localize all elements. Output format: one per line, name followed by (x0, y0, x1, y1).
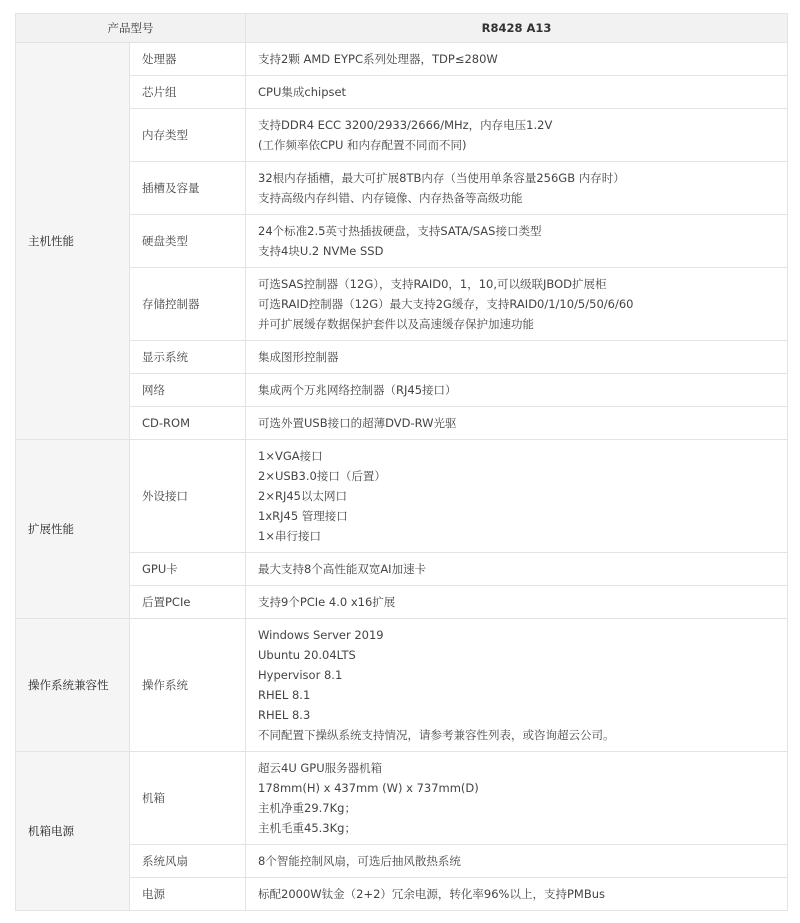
spec-row (16, 619, 788, 752)
spec-item-label: 系统风扇 (130, 845, 246, 878)
category-cell: 操作系统兼容性 (16, 619, 130, 752)
spec-value-cell (246, 341, 788, 374)
spec-value-line: 24个标准2.5英寸热插拔硬盘，支持SATA/SAS接口类型 (258, 224, 542, 238)
spec-value-line: 标配2000W钛金（2+2）冗余电源，转化率96%以上，支持PMBus (258, 887, 605, 901)
spec-value-line: 支持2颗 AMD EYPC系列处理器，TDP≤280W (258, 52, 498, 66)
spec-value-cell (246, 878, 788, 911)
spec-item-label: 内存类型 (130, 109, 246, 162)
spec-body (16, 43, 788, 911)
spec-item-label: 芯片组 (130, 76, 246, 109)
spec-row (16, 109, 788, 162)
spec-row (16, 43, 788, 76)
spec-row (16, 586, 788, 619)
spec-value-line: 2×USB3.0接口（后置） (258, 469, 386, 483)
spec-row (16, 374, 788, 407)
spec-value-cell (246, 109, 788, 162)
spec-value-line: 可选RAID控制器（12G）最大支持2G缓存，支持RAID0/1/10/5/50/6/60 (258, 297, 634, 311)
spec-value-cell (246, 43, 788, 76)
spec-value-cell (246, 76, 788, 109)
spec-row (16, 76, 788, 109)
spec-value-cell (246, 619, 788, 752)
spec-item-label: CD-ROM (130, 407, 246, 440)
spec-value-line: 支持4块U.2 NVMe SSD (258, 244, 384, 258)
spec-row (16, 407, 788, 440)
spec-row (16, 341, 788, 374)
spec-value-line: Ubuntu 20.04LTS (258, 648, 356, 662)
spec-value-line: 1×串行接口 (258, 529, 321, 543)
spec-value-cell (246, 374, 788, 407)
spec-value-cell (246, 268, 788, 341)
spec-item-label: 处理器 (130, 43, 246, 76)
spec-value-line: RHEL 8.3 (258, 708, 311, 722)
spec-row (16, 440, 788, 553)
header-model: R8428 A13 (246, 14, 788, 43)
spec-item-label: 外设接口 (130, 440, 246, 553)
spec-value-line: 集成两个万兆网络控制器（RJ45接口） (258, 383, 457, 397)
spec-value-line: 178mm(H) x 437mm (W) x 737mm(D) (258, 781, 479, 795)
spec-item-label: GPU卡 (130, 553, 246, 586)
spec-value-cell (246, 752, 788, 845)
spec-value-cell (246, 586, 788, 619)
spec-value-line: (工作频率依CPU 和内存配置不同而不同) (258, 138, 467, 152)
spec-value-cell (246, 162, 788, 215)
spec-value-line: 并可扩展缓存数据保护套件以及高速缓存保护加速功能 (258, 317, 534, 331)
spec-item-label: 操作系统 (130, 619, 246, 752)
spec-value-line: Windows Server 2019 (258, 628, 384, 642)
spec-item-label: 硬盘类型 (130, 215, 246, 268)
spec-value-cell (246, 407, 788, 440)
spec-row (16, 215, 788, 268)
spec-row (16, 845, 788, 878)
spec-value-cell (246, 215, 788, 268)
spec-row (16, 752, 788, 845)
header-label: 产品型号 (16, 14, 246, 43)
spec-item-label: 插槽及容量 (130, 162, 246, 215)
spec-item-label: 存储控制器 (130, 268, 246, 341)
spec-value-line: 可选外置USB接口的超薄DVD-RW光驱 (258, 416, 457, 430)
spec-value-line: 支持DDR4 ECC 3200/2933/2666/MHz，内存电压1.2V (258, 118, 553, 132)
spec-item-label: 显示系统 (130, 341, 246, 374)
spec-value-line: RHEL 8.1 (258, 688, 311, 702)
spec-value-line: 1×VGA接口 (258, 449, 323, 463)
spec-value-line: 支持高级内存纠错、内存镜像、内存热备等高级功能 (258, 191, 523, 205)
spec-value-line: 可选SAS控制器（12G），支持RAID0，1，10,可以级联JBOD扩展柜 (258, 277, 607, 291)
spec-value-cell (246, 553, 788, 586)
spec-item-label: 后置PCIe (130, 586, 246, 619)
spec-value-line: 超云4U GPU服务器机箱 (258, 761, 383, 775)
spec-value-line: 2×RJ45以太网口 (258, 489, 347, 503)
spec-value-line: 集成图形控制器 (258, 350, 339, 364)
spec-value-line: 32根内存插槽，最大可扩展8TB内存（当使用单条容量256GB 内存时） (258, 171, 625, 185)
category-cell: 主机性能 (16, 43, 130, 440)
category-cell: 机箱电源 (16, 752, 130, 911)
spec-value-line: 最大支持8个高性能双宽AI加速卡 (258, 562, 427, 576)
spec-value-line: 不同配置下操纵系统支持情况，请参考兼容性列表，或咨询超云公司。 (258, 728, 615, 742)
spec-value-line: 主机毛重45.3Kg； (258, 821, 356, 835)
spec-value-line: 1xRJ45 管理接口 (258, 509, 348, 523)
spec-value-cell (246, 845, 788, 878)
spec-row (16, 268, 788, 341)
spec-row (16, 553, 788, 586)
spec-table (15, 13, 788, 911)
spec-item-label: 机箱 (130, 752, 246, 845)
spec-value-line: 主机净重29.7Kg； (258, 801, 356, 815)
spec-item-label: 电源 (130, 878, 246, 911)
spec-value-line: CPU集成chipset (258, 85, 347, 99)
spec-value-line: 支持9个PCIe 4.0 x16扩展 (258, 595, 396, 609)
spec-row (16, 878, 788, 911)
spec-value-line: Hypervisor 8.1 (258, 668, 343, 682)
spec-value-cell (246, 440, 788, 553)
spec-item-label: 网络 (130, 374, 246, 407)
category-cell: 扩展性能 (16, 440, 130, 619)
spec-row (16, 162, 788, 215)
spec-value-line: 8个智能控制风扇，可选后抽风散热系统 (258, 854, 461, 868)
header-row (16, 14, 788, 43)
